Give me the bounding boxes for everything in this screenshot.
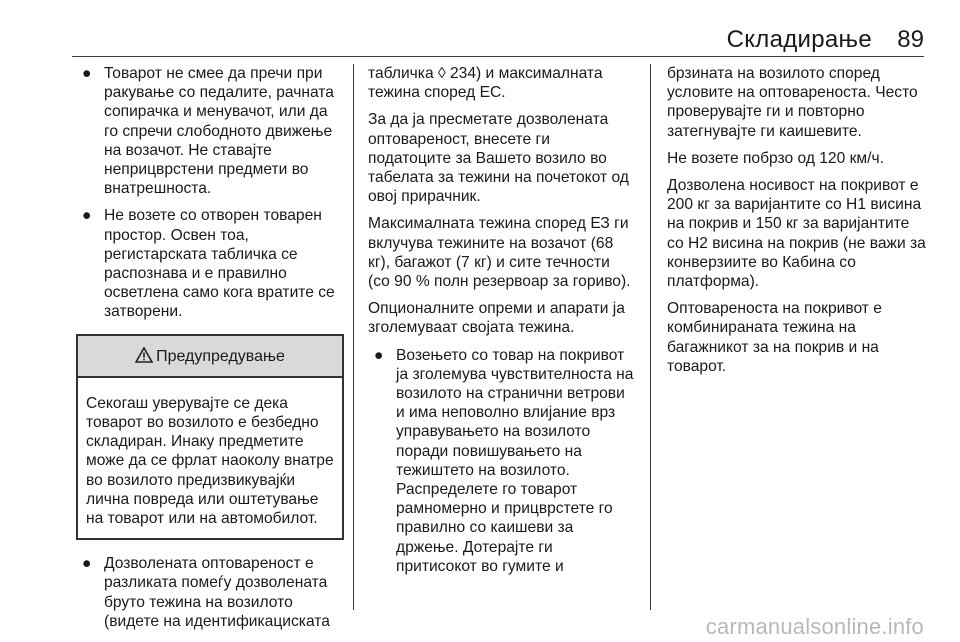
paragraph: Максималната тежина според ЕЗ ги вклучува тежините на возачот (68 кг), багажот (7 кг) и сите течности (со 90 % полн резервоар за гориво).	[368, 215, 631, 291]
paragraph: Не возете побрзо од 120 км/ч.	[667, 149, 884, 167]
paragraph: За да ја пресметате дозволената оптовареност, внесете ги податоците за Вашето возило во табелата за тежини на почетокот од овој прирачник.	[368, 111, 629, 206]
column-1	[76, 64, 344, 639]
bullet-dot: ●	[374, 346, 384, 364]
warning-box	[76, 334, 344, 541]
section-title: Складирање	[726, 26, 872, 53]
bullet-item	[76, 64, 344, 198]
bullet-item	[76, 554, 344, 631]
paragraph: Оптовареноста на покривот е комбинираната тежина на багажникот за на покрив и на товарот.	[667, 300, 882, 375]
paragraph: брзината на возилото според условите на оптовареноста. Често проверувајте ги и повторно затегнувајте ги каишевите.	[667, 65, 918, 140]
paragraph: Опционалните опреми и апарати ја зголемуваат својата тежина.	[368, 300, 625, 337]
bullet-dot: ●	[82, 555, 92, 573]
column-2	[368, 64, 634, 584]
warning-title: Предупредување	[156, 347, 285, 365]
watermark: carmanualsonline.info	[705, 614, 924, 639]
paragraph: Дозволена носивост на покривот е 200 кг за варијантите со H1 висина на покрив и 150 кг за варијантите со H2 висина на покрив (не важи за конверзиите во Кабина со платформа).	[667, 177, 926, 291]
bullet-text: Возењето со товар на покривот ја зголемува чувствителноста на возилото на странични ветрови и има неповолно влијание врз управувањето на возилото поради повишувањето на тежиштето на возилото. Распределете го товарот рамномерно и прицврстете го правилно со каишеви за држење. Дотерајте ги притисокот во гумите и	[396, 346, 634, 575]
paragraph: табличка ◊ 234) и максималната тежина според ЕС.	[368, 65, 603, 102]
bullet-dot: ●	[82, 207, 92, 225]
bullet-text: Товарот не смее да пречи при ракување со педалите, рачната сопирачка и менувачот, или да го спречи слободното движење на возачот. Не ставајте неприцврстени предмети во внатрешноста.	[104, 65, 334, 198]
bullet-dot: ●	[82, 65, 92, 82]
page-header	[0, 0, 960, 60]
warning-triangle-icon	[135, 347, 153, 363]
column-3	[667, 64, 929, 384]
bullet-text: Не возете со отворен товарен простор. Освен тоа, регистарската табличка се распознава и е правилно осветлена само кога вратите се затворени.	[104, 207, 335, 321]
bullet-text: Дозволената оптовареност е разликата помеѓу дозволената бруто тежина на возилото (видете на идентификациската	[104, 555, 330, 630]
warning-body: Секогаш уверувајте се дека товарот во возилото е безбедно складиран. Инаку предметите може да се фрлат наоколу внатре во возилото предизвикувајќи лична повреда или оштетување на товарот или на автомобилот.	[86, 394, 334, 528]
bullet-item	[76, 206, 344, 321]
column-divider	[353, 64, 354, 610]
warning-header	[78, 336, 342, 378]
header-rule	[72, 56, 924, 57]
column-divider	[650, 64, 651, 610]
page-number: 89	[897, 26, 924, 53]
bullet-item	[368, 346, 634, 576]
